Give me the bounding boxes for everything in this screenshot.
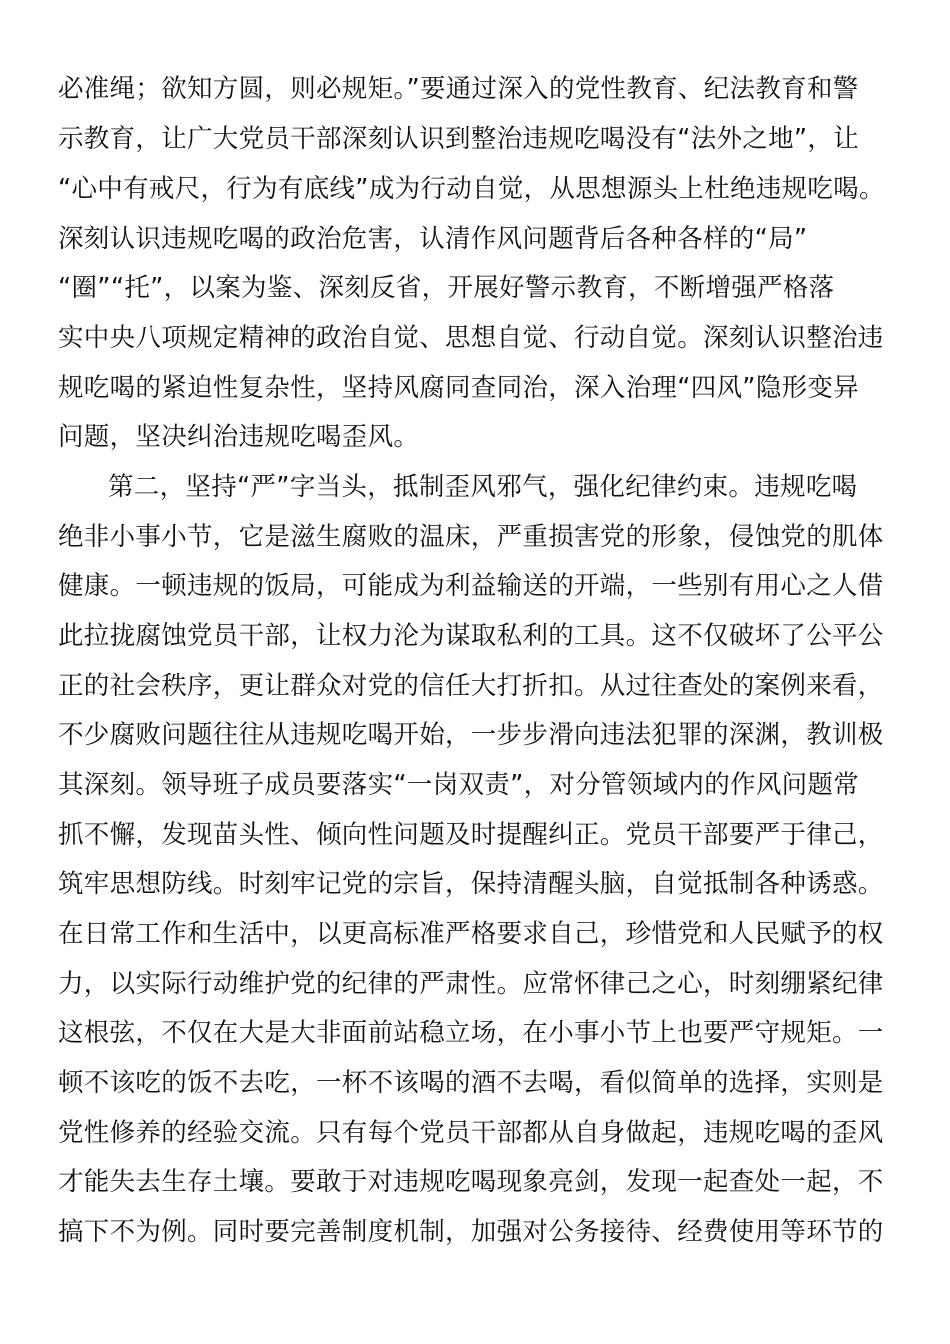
text-line: “心中有戒尺，行为有底线”成为行动自觉，从思想源头上杜绝违规吃喝。 [58, 174, 885, 204]
text-line: 必准绳；欲知方圆，则必规矩。”要通过深入的党性教育、纪法教育和警 [58, 74, 859, 104]
text-line: 规吃喝的紧迫性复杂性，坚持风腐同查同治，深入治理“四风”隐形变异 [58, 373, 860, 403]
text-line: 筑牢思想防线。时刻牢记党的宗旨，保持清醒头脑，自觉抵制各种诱惑。 [58, 869, 884, 899]
text-line: 党性修养的经验交流。只有每个党员干部都从自身做起，违规吃喝的歪风 [58, 1118, 884, 1148]
text-line: 示教育，让广大党员干部深刻认识到整治违规吃喝没有“法外之地”，让 [58, 124, 860, 154]
text-line: 绝非小事小节，它是滋生腐败的温床，严重损害党的形象，侵蚀党的肌体 [58, 522, 884, 552]
text-line: 正的社会秩序，更让群众对党的信任大打折扣。从过往查处的案例来看， [58, 671, 884, 701]
text-line: 此拉拢腐蚀党员干部，让权力沦为谋取私利的工具。这不仅破坏了公平公 [58, 621, 884, 651]
text-line: 深刻认识违规吃喝的政治危害，认清作风问题背后各种各样的“局” [58, 224, 808, 254]
text-line: 问题，坚决纠治违规吃喝歪风。 [58, 422, 420, 452]
text-line: “圈”“托”，以案为鉴、深刻反省，开展好警示教育，不断增强严格落 [58, 273, 835, 303]
text-line: 在日常工作和生活中，以更高标准严格要求自己，珍惜党和人民赋予的权 [58, 919, 884, 949]
text-line: 其深刻。领导班子成员要落实“一岗双责”，对分管领域内的作风问题常 [58, 770, 860, 800]
text-line: 抓不懈，发现苗头性、倾向性问题及时提醒纠正。党员干部要严于律己， [58, 820, 884, 850]
text-line: 力，以实际行动维护党的纪律的严肃性。应常怀律己之心，时刻绷紧纪律 [58, 969, 884, 999]
text-line: 不少腐败问题往往从违规吃喝开始，一步步滑向违法犯罪的深渊，教训极 [58, 720, 884, 750]
text-line: 这根弦，不仅在大是大非面前站稳立场，在小事小节上也要严守规矩。一 [58, 1018, 884, 1048]
text-line: 健康。一顿违规的饭局，可能成为利益输送的开端，一些别有用心之人借 [58, 571, 884, 601]
text-line: 搞下不为例。同时要完善制度机制，加强对公务接待、经费使用等环节的 [58, 1217, 884, 1247]
text-line: 顿不该吃的饭不去吃，一杯不该喝的酒不去喝，看似简单的选择，实则是 [58, 1068, 884, 1098]
text-line: 才能失去生存土壤。要敢于对违规吃喝现象亮剑，发现一起查处一起，不 [58, 1167, 884, 1197]
text-line: 实中央八项规定精神的政治自觉、思想自觉、行动自觉。深刻认识整治违 [58, 323, 884, 353]
paragraph-start-line: 第二，坚持“严”字当头，抵制歪风邪气，强化纪律约束。违规吃喝 [108, 472, 858, 502]
